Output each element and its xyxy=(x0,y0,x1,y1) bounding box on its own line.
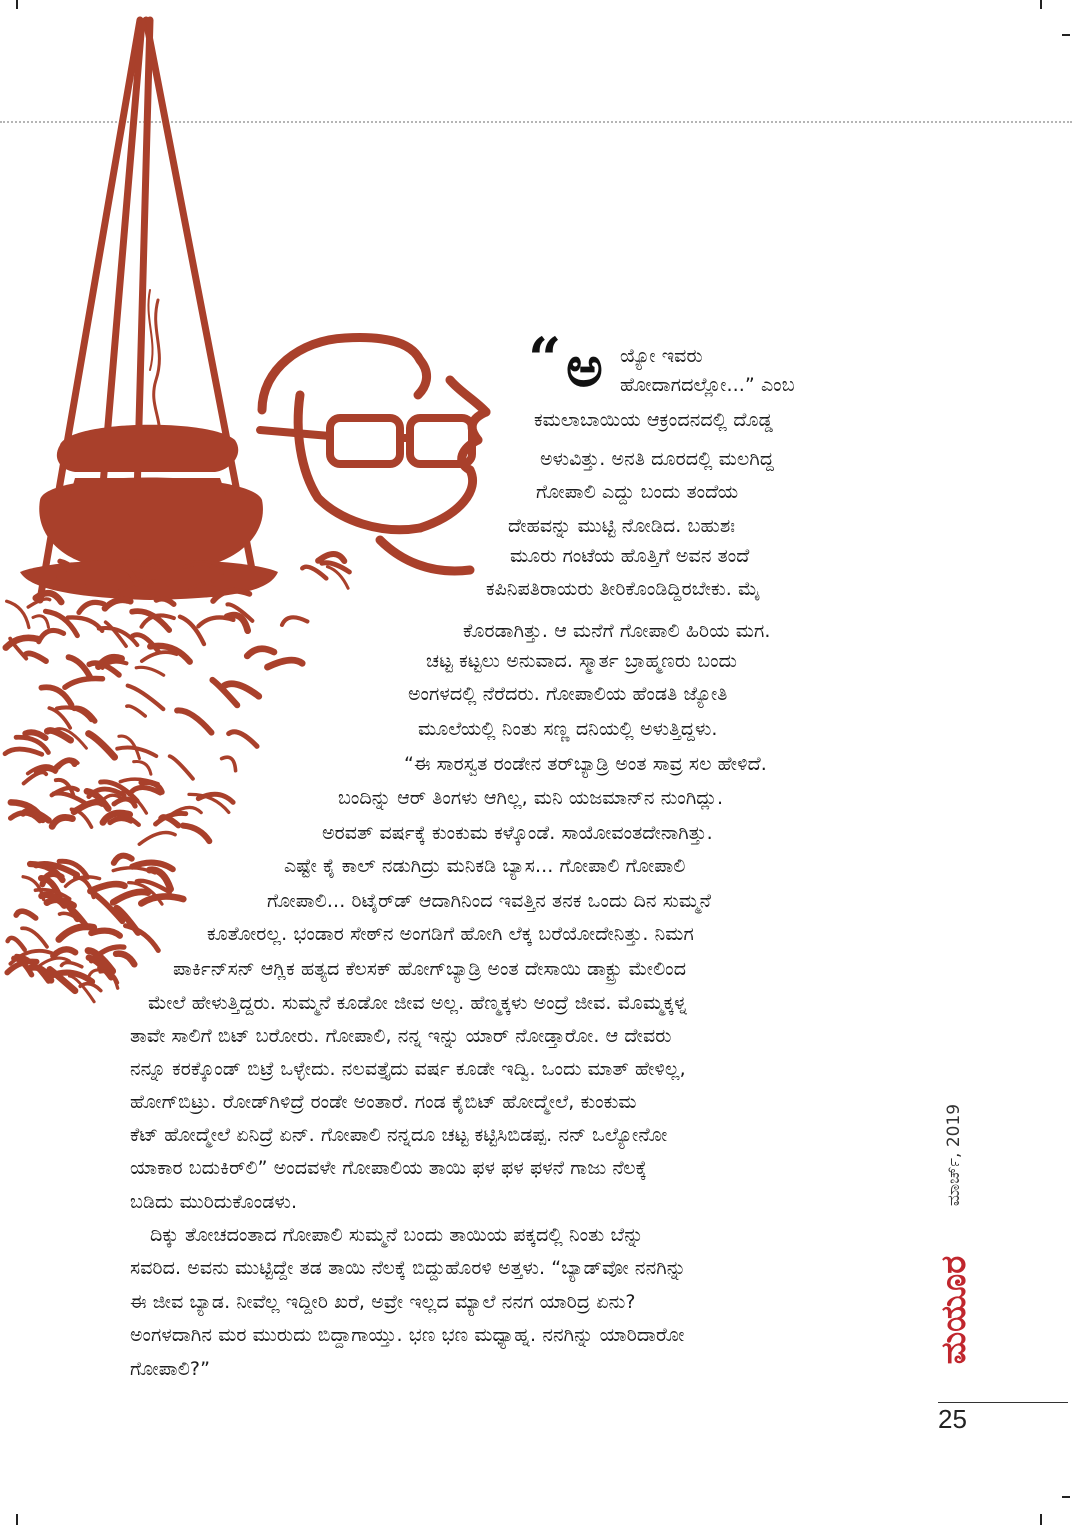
article-line: ಅರವತ್ ವರ್ಷಕ್ಕೆ ಕುಂಕುಮ ಕಳ್ಕೊಂಡೆ. ಸಾಯೋವಂತದೇನಾಗಿತ್ತು. xyxy=(322,822,713,844)
brush-stroke xyxy=(39,630,64,641)
brush-stroke xyxy=(103,662,127,668)
crop-mark-top-right xyxy=(1040,0,1042,9)
magazine-name xyxy=(934,1245,974,1375)
article-line: ಚಟ್ಟ ಕಟ್ಟಲು ಅನುವಾದ. ಸ್ಮಾರ್ತ ಬ್ರಾಹ್ಮಣರು ಬಂದು xyxy=(426,650,737,672)
article-line: ದಿಕ್ಕು ತೋಚದಂತಾದ ಗೋಪಾಲಿ ಸುಮ್ಮನೆ ಬಂದು ತಾಯಿಯ ಪಕ್ಕದಲ್ಲಿ ನಿಂತು ಬೆನ್ನು xyxy=(150,1224,644,1246)
article-line: ಬಂದಿನ್ನು ಆರ್ ತಿಂಗಳು ಆಗಿಲ್ಲ, ಮನಿ ಯಜಮಾನ್‌ನ ನುಂಗಿದ್ಲು. xyxy=(338,787,724,809)
brush-stroke xyxy=(8,938,25,950)
brush-stroke xyxy=(57,760,75,767)
glasses xyxy=(260,418,472,464)
brush-stroke xyxy=(116,954,134,965)
brush-stroke xyxy=(33,616,49,628)
article-line: ನನ್ನೂ ಕರಕ್ಕೊಂಡ್ ಬಿಟ್ರೆ ಒಳ್ಳೇದು. ನಲವತ್ತೈದು ವರ್ಷ ಕೂಡೇ ಇದ್ವಿ. ಒಂದು ಮಾತ್ ಹೇಳಿಲ್ಲ, xyxy=(130,1058,686,1080)
article-line: ಹೋದಾಗದಲ್ಲೋ...” ಎಂಬ xyxy=(620,374,795,396)
crop-mark-right-top xyxy=(1062,34,1070,36)
brush-stroke xyxy=(222,757,236,771)
article-line: ಗೋಪಾಲಿ ಎದ್ದು ಬಂದು ತಂದೆಯ xyxy=(536,481,739,503)
article-line: ಗೋಪಾಲಿ... ರಿಟೈರ್‌ಡ್ ಆದಾಗಿನಿಂದ ಇವತ್ತಿನ ತನಕ ಒಂದು ದಿನ ಸುಮ್ಮನೆ xyxy=(267,890,712,912)
brush-stroke xyxy=(127,706,145,716)
brush-stroke xyxy=(91,931,120,936)
portrait-profile xyxy=(262,338,486,571)
brush-stroke xyxy=(25,653,46,661)
crop-mark-right-bottom xyxy=(1062,1496,1070,1498)
brush-stroke xyxy=(183,826,209,842)
brush-stroke xyxy=(62,963,82,967)
brush-stroke xyxy=(110,819,131,823)
article-line: ದೇಹವನ್ನು ಮುಟ್ಟಿ ನೋಡಿದ. ಬಹುಶಃ xyxy=(508,515,736,537)
brush-stroke xyxy=(49,708,70,728)
magazine-name-text: ಮಯೂರ xyxy=(934,1255,974,1365)
issue-date xyxy=(939,1080,969,1230)
brush-stroke xyxy=(198,617,233,626)
brush-stroke xyxy=(114,856,132,863)
brush-stroke xyxy=(65,679,103,688)
brush-stroke xyxy=(114,799,135,806)
article-line: ಯಾಕಾರ ಬದುಕಿರ್‌ಲಿ” ಅಂದವಳೇ ಗೋಪಾಲಿಯ ತಾಯಿ ಫಳ ಫಳ ಫಳನೆ ಗಾಜು ನೆಲಕ್ಕೆ xyxy=(130,1157,647,1179)
brush-stroke xyxy=(52,817,72,826)
brush-stroke xyxy=(89,734,115,758)
article-line: ಕೂತೋರಲ್ಲ. ಭಂಡಾರ ಸೇಠ್‌ನ ಅಂಗಡಿಗೆ ಹೋಗಿ ಲೆಕ್ಕ ಬರೆಯೋದೇನಿತ್ತು. ನಿಮಗ xyxy=(207,923,694,945)
brush-stroke xyxy=(79,602,104,612)
article-line: ಎಷ್ಟೇ ಕೈ ಕಾಲ್ ನಡುಗಿದ್ರು ಮನಿಕಡಿ ಬ್ಯಾಸ... ಗೋಪಾಲಿ ಗೋಪಾಲಿ xyxy=(284,855,686,877)
brush-stroke xyxy=(213,591,249,601)
issue-date-text: ಮಾರ್ಚ್, 2019 xyxy=(944,1103,965,1207)
article-line: ಪಾರ್ಕಿನ್‌ಸನ್ ಆಗ್ಲಿಕ ಹತ್ಯದ ಕೆಲಸಕ್ ಹೋಗ್‌ಬ್ಯಾಡ್ರಿ ಅಂತ ದೇಸಾಯಿ ಡಾಕ್ಟ್ರು ಮೇಲಿಂದ xyxy=(173,958,687,980)
article-line: ಕಮಲಾಬಾಯಿಯ ಆಕ್ರಂದನದಲ್ಲಿ ದೊಡ್ಡ xyxy=(534,409,773,431)
brush-stroke xyxy=(16,911,36,918)
page-number: 25 xyxy=(938,1404,967,1434)
opening-quote-mark: “ xyxy=(528,325,562,393)
brush-stroke xyxy=(180,617,204,644)
article-line: ಅಳುವಿತ್ತು. ಅನತಿ ದೂರದಲ್ಲಿ ಮಲಗಿದ್ದ xyxy=(540,448,774,470)
brush-stroke xyxy=(53,949,75,956)
brush-stroke xyxy=(126,926,159,951)
brush-stroke xyxy=(268,660,303,667)
incense-smoke xyxy=(154,300,160,440)
article-line: ಅಂಗಳದಾಗಿನ ಮರ ಮುರುದು ಬಿದ್ದಾಗಾಯ್ತು. ಭಣ ಭಣ ಮಧ್ಯಾಹ್ನ. ನನಗಿನ್ನು ಯಾರಿದಾರೋ xyxy=(130,1324,685,1346)
brush-stroke xyxy=(90,884,124,891)
article-line: ಕಪಿನಿಪತಿರಾಯರು ತೀರಿಕೊಂಡಿದ್ದಿರಬೇಕು. ಮೈ xyxy=(486,578,761,600)
article-line: ತಾವೇ ಸಾಲಿಗೆ ಬಿಟ್ ಬರೋರು. ಗೋಪಾಲಿ, ನನ್ನ ಇನ್ನು ಯಾರ್ ನೋಡ್ತಾರೋ. ಆ ದೇವರು xyxy=(130,1025,672,1047)
article-line: “ಈ ಸಾರಸ್ವತ ರಂಡೇನ ತರ್‌ಬ್ಯಾಡ್ರಿ ಅಂತ ಸಾವ್ರ ಸಲ ಹೇಳಿದೆ. xyxy=(404,753,767,775)
brush-stroke xyxy=(54,793,88,804)
brush-stroke xyxy=(177,710,211,732)
brush-stroke xyxy=(318,554,344,561)
brush-stroke xyxy=(139,832,175,844)
crop-mark-bottom-left xyxy=(16,1514,18,1525)
article-line: ಮೂರು ಗಂಟೆಯ ಹೊತ್ತಿಗೆ ಅವನ ತಂದೆ xyxy=(510,545,750,567)
brush-stroke xyxy=(41,687,71,705)
article-line: ಯ್ಯೋ ಇವರು xyxy=(620,345,703,367)
page-number-rule xyxy=(938,1402,1068,1403)
article-line: ಬಡಿದು ಮುರಿದುಕೊಂಡಳು. xyxy=(130,1191,298,1213)
brush-stroke xyxy=(105,600,131,609)
drop-cap-letter: ಅ xyxy=(566,335,603,400)
brush-stroke xyxy=(247,649,274,656)
brush-stroke xyxy=(134,761,151,774)
article-line: ಕೊರಡಾಗಿತ್ತು. ಆ ಮನೆಗೆ ಗೋಪಾಲಿ ಹಿರಿಯ ಮಗ. xyxy=(463,620,771,642)
brush-stroke xyxy=(156,599,174,604)
brush-stroke xyxy=(22,928,47,947)
article-line: ಕೆಟ್ ಹೋದ್ಮೇಲೆ ಏನಿದ್ರೆ ಏನ್. ಗೋಪಾಲಿ ನನ್ನದೂ ಚಟ್ಟ ಕಟ್ಟಿಸಿಬಿಡಪ್ಪ. ನನ್ ಒಲ್ಯೋನೋ xyxy=(130,1124,668,1146)
article-line: ಹೋಗ್‌ಬಿಟ್ರು. ರೋಡ್‌ಗಿಳಿದ್ರೆ ರಂಡೇ ಅಂತಾರೆ. ಗಂಡ ಕೈಬಿಟ್ ಹೋದ್ಮೇಲೆ, ಕುಂಕುಮ xyxy=(130,1091,637,1113)
brush-stroke xyxy=(136,667,164,675)
brush-stroke xyxy=(302,567,326,579)
article-line: ಗೋಪಾಲಿ?” xyxy=(130,1358,211,1380)
article-line: ಮೇಲೆ ಹೇಳುತ್ತಿದ್ದರು. ಸುಮ್ಮನೆ ಕೂಡೋ ಜೀವ ಅಲ್ಲ. ಹೆಣ್ಮಕ್ಕಳು ಅಂದ್ರೆ ಜೀವ. ಮೊಮ್ಮಕ್ಕಳ್ನ xyxy=(148,992,688,1014)
brush-stroke xyxy=(130,787,161,794)
crop-mark-bottom-right xyxy=(1040,1514,1042,1525)
brush-stroke xyxy=(69,657,90,677)
article-line: ಅಂಗಳದಲ್ಲಿ ನೆರೆದರು. ಗೋಪಾಲಿಯ ಹೆಂಡತಿ ಜ್ಯೋತಿ xyxy=(408,683,728,705)
brush-stroke xyxy=(5,749,42,754)
brush-stroke xyxy=(7,601,29,627)
brush-stroke xyxy=(229,732,257,747)
article-line: ಈ ಜೀವ ಬ್ಯಾಡ. ನೀವೆಲ್ಲ ಇದ್ದೀರಿ ಖರೆ, ಅವ್ರೇ ಇಲ್ಲದ ಮ್ಯಾಲೆ ನನಗ ಯಾರಿದ್ರ ಏನು? xyxy=(130,1291,636,1313)
brush-stroke xyxy=(170,756,193,779)
brush-stroke xyxy=(282,617,307,625)
article-line: ಮೂಲೆಯಲ್ಲಿ ನಿಂತು ಸಣ್ಣ ದನಿಯಲ್ಲಿ ಅಳುತ್ತಿದ್ದಳು. xyxy=(418,718,718,740)
article-line: ಸವರಿದ. ಅವನು ಮುಟ್ಟಿದ್ದೇ ತಡ ತಾಯಿ ನೆಲಕ್ಕೆ ಬಿದ್ದುಹೊರಳಿ ಅತ್ತಳು. “ಬ್ಯಾಡ್‌ವೋ ನನಗಿನ್ನು xyxy=(130,1257,687,1279)
brush-stroke xyxy=(161,817,178,825)
